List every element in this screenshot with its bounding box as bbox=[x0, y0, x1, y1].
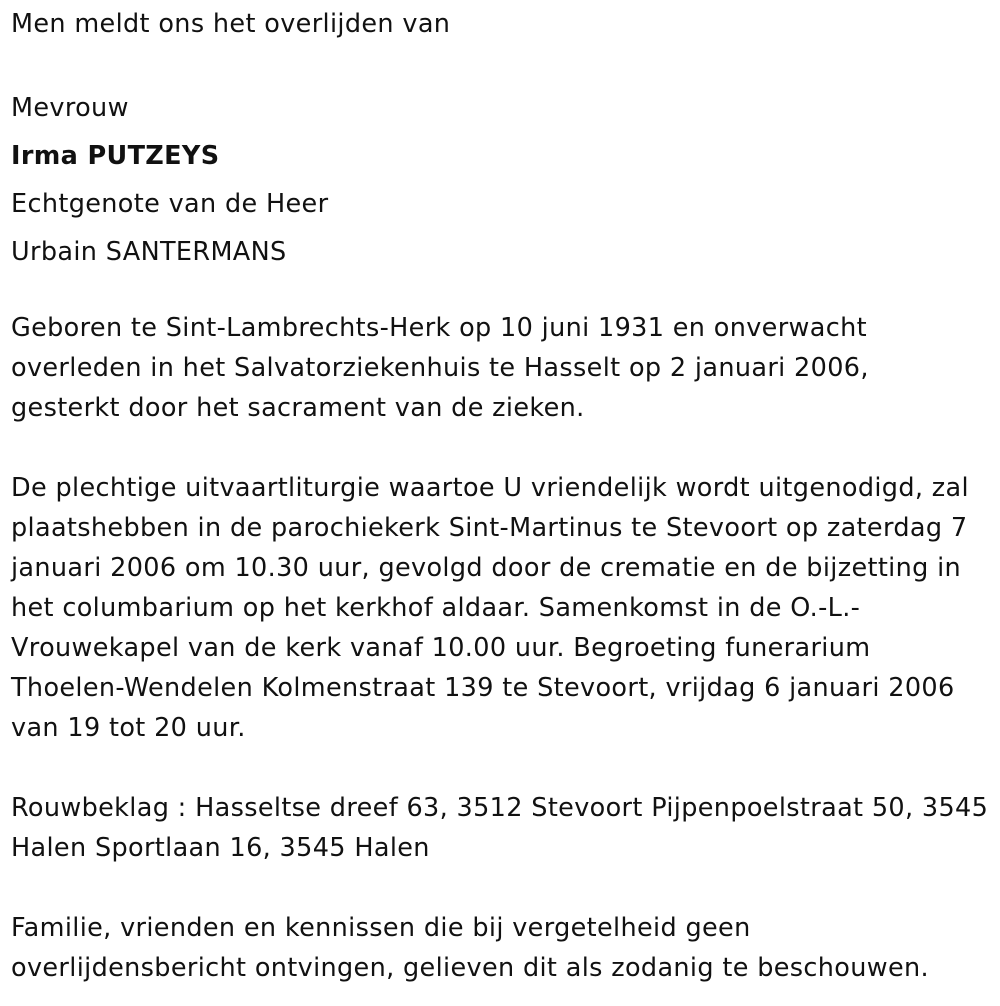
paragraph-line: Halen Sportlaan 16, 3545 Halen bbox=[11, 833, 430, 863]
paragraph-line: Familie, vrienden en kennissen die bij vergetelheid geen bbox=[11, 913, 751, 943]
deceased-block bbox=[11, 84, 996, 276]
spouse-name: Urbain SANTERMANS bbox=[11, 237, 287, 267]
honorific: Mevrouw bbox=[11, 93, 129, 123]
death-notice bbox=[11, 4, 996, 988]
condolences-paragraph bbox=[11, 788, 996, 868]
paragraph-line: het columbarium op het kerkhof aldaar. Samenkomst in de O.-L.- bbox=[11, 593, 861, 623]
paragraph-line: van 19 tot 20 uur. bbox=[11, 713, 246, 743]
spacer bbox=[11, 868, 996, 908]
spacer bbox=[11, 428, 996, 468]
paragraph-line: Vrouwekapel van de kerk vanaf 10.00 uur. Begroeting funerarium bbox=[11, 633, 871, 663]
paragraph-line: De plechtige uitvaartliturgie waartoe U vriendelijk wordt uitgenodigd, zal bbox=[11, 473, 969, 503]
relation-line: Echtgenote van de Heer bbox=[11, 189, 329, 219]
paragraph-line: Rouwbeklag : Hasseltse dreef 63, 3512 Stevoort Pijpenpoelstraat 50, 3545 bbox=[11, 793, 989, 823]
intro-line: Men meldt ons het overlijden van bbox=[11, 9, 451, 39]
paragraph-line: overlijdensbericht ontvingen, gelieven dit als zodanig te beschouwen. bbox=[11, 953, 929, 983]
spacer bbox=[11, 276, 996, 308]
paragraph-line: gesterkt door het sacrament van de zieken. bbox=[11, 393, 585, 423]
funeral-paragraph bbox=[11, 468, 996, 748]
birth-death-paragraph bbox=[11, 308, 996, 428]
paragraph-line: overleden in het Salvatorziekenhuis te Hasselt op 2 januari 2006, bbox=[11, 353, 869, 383]
paragraph-line: plaatshebben in de parochiekerk Sint-Martinus te Stevoort op zaterdag 7 bbox=[11, 513, 968, 543]
paragraph-line: januari 2006 om 10.30 uur, gevolgd door de crematie en de bijzetting in bbox=[11, 553, 962, 583]
paragraph-line: Geboren te Sint-Lambrechts-Herk op 10 juni 1931 en onverwacht bbox=[11, 313, 867, 343]
deceased-name: Irma PUTZEYS bbox=[11, 141, 220, 171]
closing-paragraph bbox=[11, 908, 996, 988]
spacer bbox=[11, 44, 996, 84]
paragraph-line: Thoelen-Wendelen Kolmenstraat 139 te Stevoort, vrijdag 6 januari 2006 bbox=[11, 673, 955, 703]
spacer bbox=[11, 748, 996, 788]
